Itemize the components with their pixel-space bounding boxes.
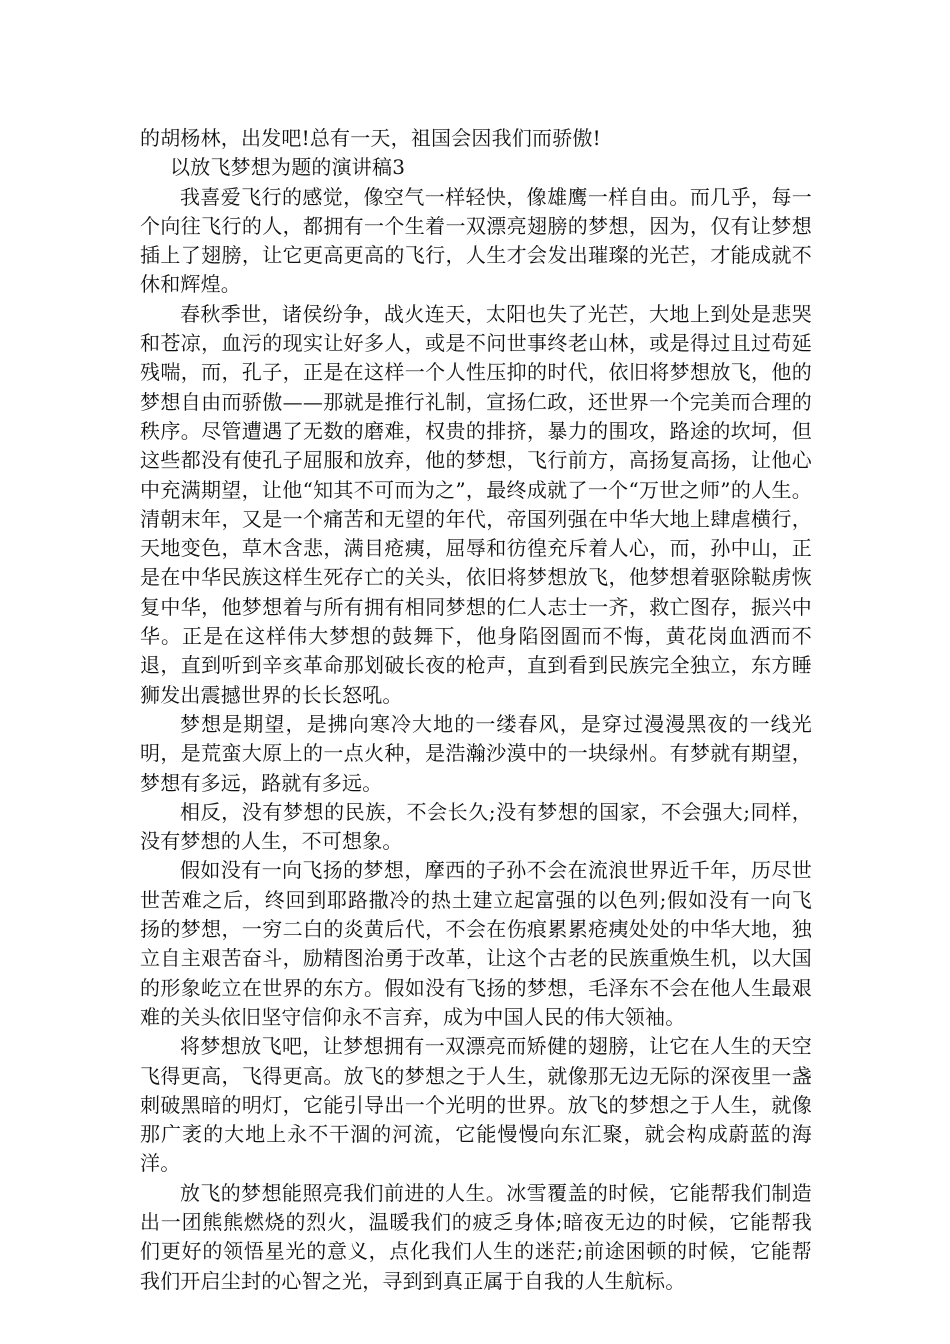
- paragraph: 假如没有一向飞扬的梦想，摩西的子孙不会在流浪世界近千年，历尽世世苦难之后，终回到耶路撒冷的热土建立起富强的以色列;假如没有一向飞扬的梦想，一穷二白的炎黄后代，不会在伤痕累累疮痍处处的中华大地，独立自主艰苦奋斗，励精图治勇于改革，让这个古老的民族重焕生机，以大国的形象屹立在世界的东方。假如没有飞扬的梦想，毛泽东不会在他人生最艰难的关头依旧坚守信仰永不言弃，成为中国人民的伟大领袖。: [140, 858, 812, 1029]
- paragraph: 我喜爱飞行的感觉，像空气一样轻快，像雄鹰一样自由。而几乎，每一个向往飞行的人，都拥有一个生着一双漂亮翅膀的梦想，因为，仅有让梦想插上了翅膀，让它更高更高的飞行，人生才会发出璀璨的光芒，才能成就不休和辉煌。: [140, 184, 812, 297]
- paragraph: 春秋季世，诸侯纷争，战火连天，太阳也失了光芒，大地上到处是悲哭和苍凉，血污的现实让好多人，或是不问世事终老山林，或是得过且过苟延残喘，而，孔子，正是在这样一个人性压抑的时代，依旧将梦想放飞，他的梦想自由而骄傲——那就是推行礼制，宣扬仁政，还世界一个完美而合理的秩序。尽管遭遇了无数的磨难，权贵的排挤，暴力的围攻，路途的坎坷，但这些都没有使孔子屈服和放弃，他的梦想，飞行前方，高扬复高扬，让他心中充满期望，让他“知其不可而为之”，最终成就了一个“万世之师”的人生。清朝末年，又是一个痛苦和无望的年代，帝国列强在中华大地上肆虐横行，天地变色，草木含悲，满目疮痍，屈辱和彷徨充斥着人心，而，孙中山，正是在中华民族这样生死存亡的关头，依旧将梦想放飞，他梦想着驱除鞑虏恢复中华，他梦想着与所有拥有相同梦想的仁人志士一齐，救亡图存，振兴中华。正是在这样伟大梦想的鼓舞下，他身陷囹圄而不悔，黄花岗血洒而不退，直到听到辛亥革命那划破长夜的枪声，直到看到民族完全独立，东方睡狮发出震撼世界的长长怒吼。: [140, 301, 812, 707]
- paragraph-continuation: 的胡杨林，出发吧!总有一天，祖国会因我们而骄傲!: [140, 126, 601, 150]
- paragraph: 相反，没有梦想的民族，不会长久;没有梦想的国家，不会强大;同样，没有梦想的人生，不可想象。: [140, 799, 812, 854]
- paragraph: 放飞的梦想能照亮我们前进的人生。冰雪覆盖的时候，它能帮我们制造出一团熊熊燃烧的烈火，温暖我们的疲乏身体;暗夜无边的时候，它能帮我们更好的领悟星光的意义，点化我们人生的迷茫;前途困顿的时候，它能帮我们开启尘封的心智之光，寻到到真正属于自我的人生航标。: [140, 1180, 812, 1293]
- speech-title: 以放飞梦想为题的演讲稿3: [170, 155, 406, 180]
- document-body: [140, 124, 812, 1296]
- paragraph: 梦想是期望，是拂向寒冷大地的一缕春风，是穿过漫漫黑夜的一线光明，是荒蛮大原上的一点火种，是浩瀚沙漠中的一块绿州。有梦就有期望，梦想有多远，路就有多远。: [140, 711, 812, 795]
- paragraph: 将梦想放飞吧，让梦想拥有一双漂亮而矫健的翅膀，让它在人生的天空飞得更高，飞得更高。放飞的梦想之于人生，就像那无边无际的深夜里一盏刺破黑暗的明灯，它能引导出一个光明的世界。放飞的梦想之于人生，就像那广袤的大地上永不干涸的河流，它能慢慢向东汇聚，就会构成蔚蓝的海洋。: [140, 1034, 812, 1176]
